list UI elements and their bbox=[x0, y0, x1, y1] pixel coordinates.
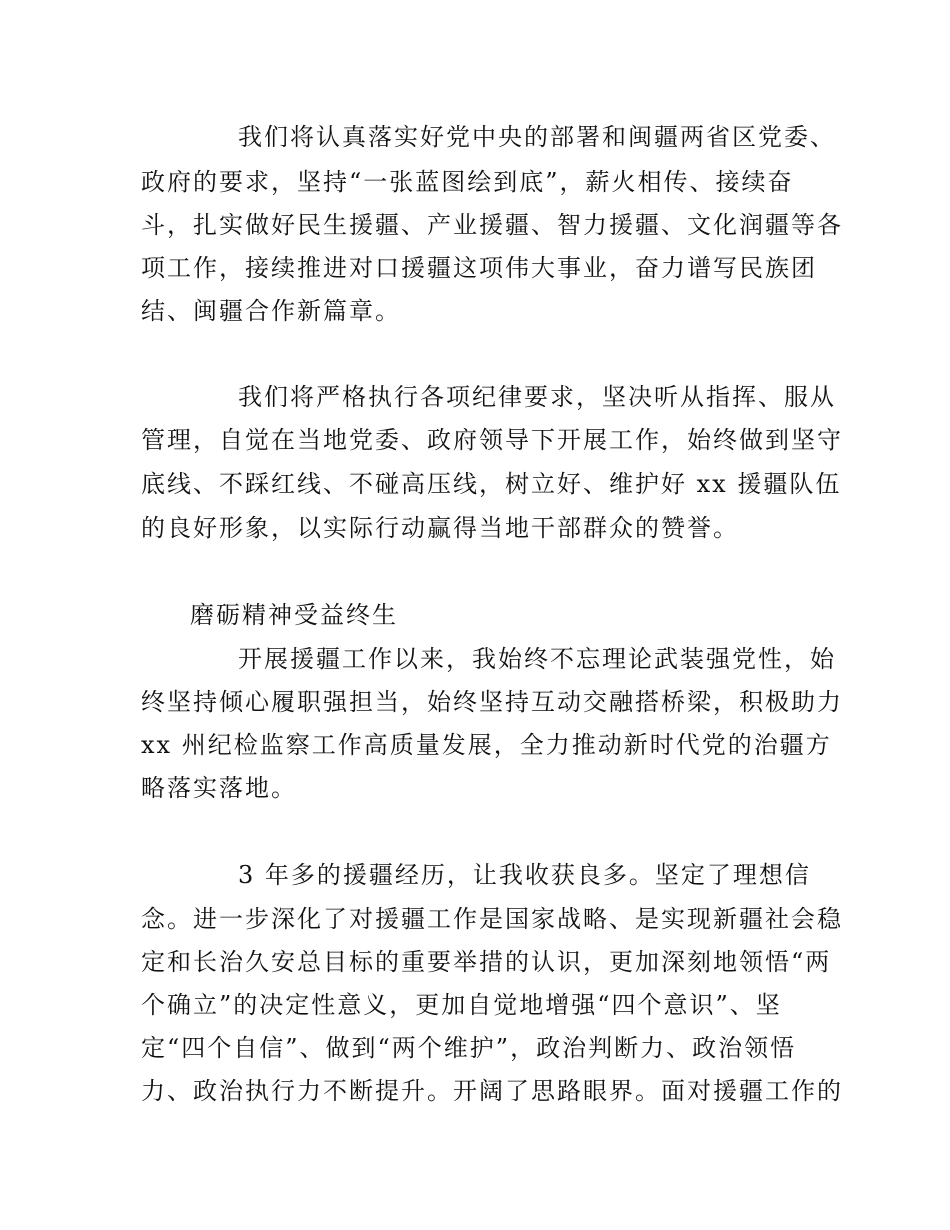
paragraph-3-line-2: 终坚持倾心履职强担当，始终坚持互动交融搭桥梁，积极助力 bbox=[141, 688, 843, 716]
paragraph-1-line-3: 斗，扎实做好民生援疆、产业援疆、智力援疆、文化润疆等各 bbox=[141, 211, 843, 239]
paragraph-3-line-4: 略落实落地。 bbox=[141, 774, 297, 802]
paragraph-4-line-6: 力、政治执行力不断提升。开阔了思路眼界。面对援疆工作的 bbox=[141, 1077, 843, 1105]
paragraph-4-line-3: 定和长治久安总目标的重要举措的认识，更加深刻地领悟“两 bbox=[141, 948, 832, 976]
paragraph-1-line-5: 结、闽疆合作新篇章。 bbox=[141, 297, 401, 325]
paragraph-2-line-2: 管理，自觉在当地党委、政府领导下开展工作，始终做到坚守 bbox=[141, 426, 843, 454]
paragraph-1-line-2: 政府的要求，坚持“一张蓝图绘到底”，薪火相传、接续奋 bbox=[141, 168, 794, 196]
paragraph-1-line-1: 我们将认真落实好党中央的部署和闽疆两省区党委、 bbox=[238, 123, 836, 151]
paragraph-2-line-1: 我们将严格执行各项纪律要求，坚决听从指挥、服从 bbox=[238, 383, 836, 411]
paragraph-3-line-3: xx 州纪检监察工作高质量发展，全力推动新时代党的治疆方 bbox=[141, 731, 832, 759]
paragraph-4-line-2: 念。进一步深化了对援疆工作是国家战略、是实现新疆社会稳 bbox=[141, 905, 843, 933]
section-heading: 磨砺精神受益终生 bbox=[190, 601, 398, 629]
paragraph-3-line-1: 开展援疆工作以来，我始终不忘理论武装强党性，始 bbox=[238, 645, 836, 673]
paragraph-4-line-5: 定“四个自信”、做到“两个维护”，政治判断力、政治领悟 bbox=[141, 1034, 797, 1062]
paragraph-2-line-4: 的良好形象，以实际行动赢得当地干部群众的赞誉。 bbox=[141, 514, 739, 542]
paragraph-2-line-3: 底线、不踩红线、不碰高压线，树立好、维护好 xx 援疆队伍 bbox=[141, 470, 842, 498]
paragraph-4-line-4: 个确立”的决定性意义，更加自觉地增强“四个意识”、坚 bbox=[141, 991, 782, 1019]
paragraph-1-line-4: 项工作，接续推进对口援疆这项伟大事业，奋力谱写民族团 bbox=[141, 254, 817, 282]
paragraph-4-line-1: 3 年多的援疆经历，让我收获良多。坚定了理想信 bbox=[238, 861, 811, 889]
